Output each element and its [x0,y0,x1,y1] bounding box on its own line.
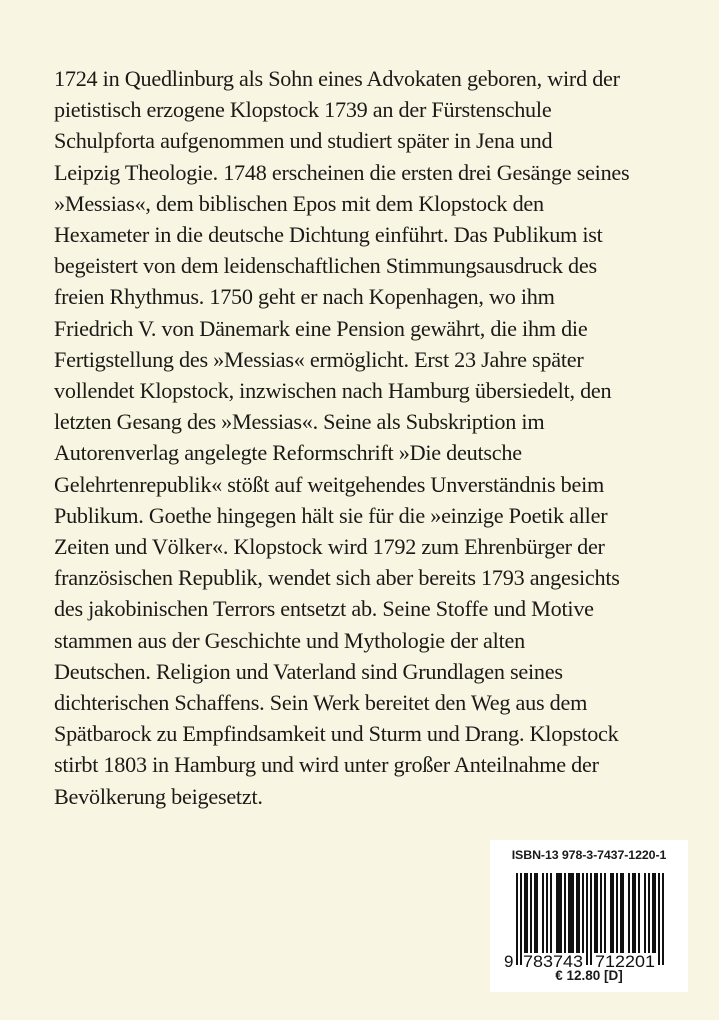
text-line: Deutschen. Religion und Vaterland sind Grundlagen seines [54,658,563,684]
text-line: Spätbarock zu Empfindsamkeit und Sturm und Drang. Klopstock [54,721,619,747]
text-line: Bevölkerung beigesetzt. [54,783,263,809]
text-line: Schulpforta aufgenommen und studiert später in Jena und [54,128,553,154]
text-line: Autorenverlag angelegte Reformschrift »Die deutsche [54,440,522,466]
text-line: »Messias«, dem biblischen Epos mit dem Klopstock den [54,190,544,216]
text-line: freien Rhythmus. 1750 geht er nach Kopenhagen, wo ihm [54,284,555,310]
text-line: begeistert von dem leidenschaftlichen Stimmungsausdruck des [54,253,597,279]
isbn-barcode-label [490,840,688,992]
text-line: Fertigstellung des »Messias« ermöglicht. Erst 23 Jahre später [54,346,584,372]
text-line: stirbt 1803 in Hamburg und wird unter großer Anteilnahme der [54,752,599,778]
author-biography-text [54,63,684,812]
text-line: Leipzig Theologie. 1748 erscheinen die ersten drei Gesänge seines [54,159,630,185]
isbn-number: ISBN-13 978-3-7437-1220-1 [511,848,667,862]
text-line: Friedrich V. von Dänemark eine Pension gewährt, die ihm die [54,315,588,341]
text-line: stammen aus der Geschichte und Mythologie der alten [54,627,525,653]
text-line: pietistisch erzogene Klopstock 1739 an der Fürstenschule [54,97,552,123]
ean13-barcode [502,873,678,971]
text-line: Publikum. Goethe hingegen hält sie für die »einzige Poetik aller [54,502,608,528]
text-line: Gelehrtenrepublik« stößt auf weitgehendes Unverständnis beim [54,471,605,497]
text-line: französischen Republik, wendet sich aber bereits 1793 angesichts [54,565,620,591]
text-line: des jakobinischen Terrors entsetzt ab. Seine Stoffe und Motive [54,596,594,622]
text-line: letzten Gesang des »Messias«. Seine als Subskription im [54,409,545,435]
text-line: Hexameter in die deutsche Dichtung einführt. Das Publikum ist [54,222,603,248]
barcode-first-digit: 9 [504,952,514,971]
text-line: 1724 in Quedlinburg als Sohn eines Advokaten geboren, wird der [54,66,620,91]
barcode-right-digits: 712201 [595,952,655,971]
price-label: € 12.80 [D] [555,968,623,983]
text-line: Zeiten und Völker«. Klopstock wird 1792 zum Ehrenbürger der [54,534,605,560]
barcode-left-digits: 783743 [523,952,583,971]
text-line: vollendet Klopstock, inzwischen nach Hamburg übersiedelt, den [54,378,612,404]
text-line: dichterischen Schaffens. Sein Werk bereitet den Weg aus dem [54,690,588,716]
